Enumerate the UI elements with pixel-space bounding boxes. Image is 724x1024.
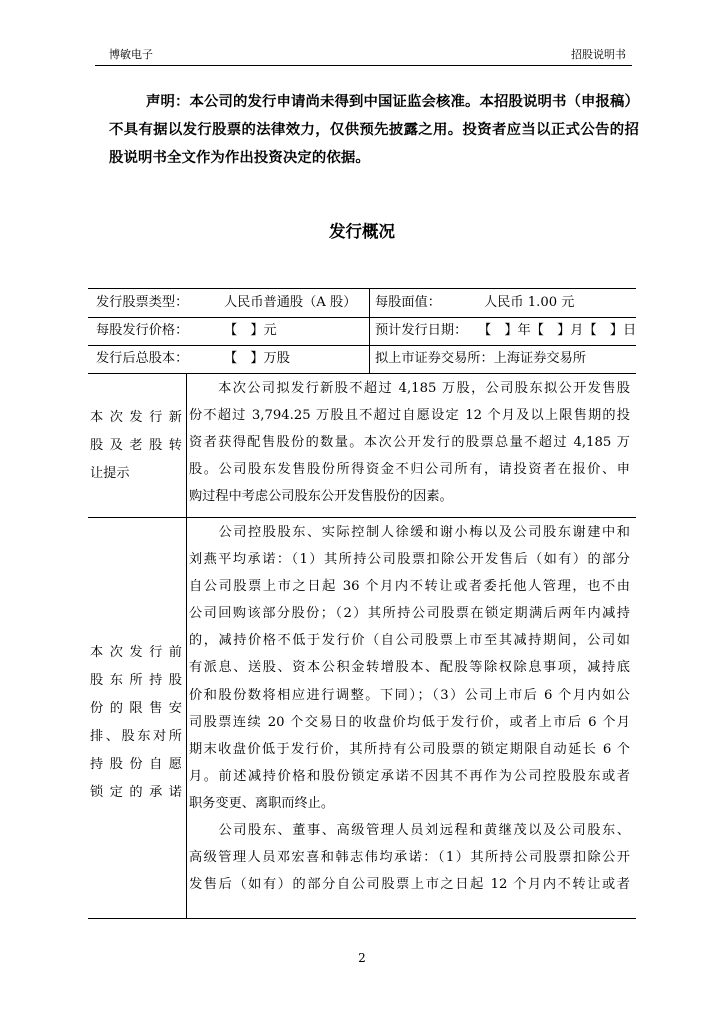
par-value-label: 每股面值： bbox=[375, 295, 441, 310]
page-number: 2 bbox=[358, 951, 366, 965]
section1-label: 本次发行新 股及老股转 让提示 bbox=[90, 410, 182, 481]
par-value-value: 人民币 1.00 元 bbox=[484, 295, 575, 310]
table-rule bbox=[88, 317, 636, 318]
page-title: 发行概况 bbox=[329, 222, 395, 241]
section1-text: 本次公司拟发行新股不超过 4,185 万股，公司股东拟公开发售股 份不超过 3,794.25 万股且不超过自愿设定 12 个月及以上限售期的投 资者获得配售股份的数量。本次公开发行的股票总量不超过 4,185 万 股。公司股东发售股份所得资金不归公司所有，请投资者在报价、申 购过程中考虑公司股东公开发售股份的因素。 bbox=[189, 381, 630, 505]
page-header bbox=[95, 47, 632, 66]
table-divider bbox=[186, 373, 187, 918]
table-rule bbox=[88, 345, 636, 346]
total-shares-value: 【 】万股 bbox=[224, 351, 290, 366]
stock-type-value: 人民币普通股（A 股） bbox=[224, 295, 357, 310]
date-value: 【 】年【 】月【 】日 bbox=[478, 323, 637, 338]
price-value: 【 】元 bbox=[224, 323, 277, 338]
disclaimer: 声明：本公司的发行申请尚未得到中国证监会核准。本招股说明书（申报稿）不具有据以发行股票的法律效力，仅供预先披露之用。投资者应当以正式公告的招股说明书全文作为作出投资决定的依据。 bbox=[109, 94, 639, 166]
header-company: 博敏电子 bbox=[109, 48, 153, 61]
total-shares-label: 发行后总股本： bbox=[96, 351, 189, 366]
date-label: 预计发行日期： bbox=[375, 323, 468, 338]
section2-label: 本次发行前 股东所持股 份的限售安 排、股东对所 持股份自愿 锁定的承诺 bbox=[90, 645, 182, 800]
header-doc-title: 招股说明书 bbox=[571, 48, 626, 61]
offering-table bbox=[88, 288, 636, 919]
table-rule bbox=[88, 517, 636, 518]
price-label: 每股发行价格： bbox=[96, 323, 189, 338]
table-rule bbox=[88, 373, 636, 374]
section2-text: 公司控股股东、实际控制人徐缓和谢小梅以及公司股东谢建中和 刘燕平均承诺：（1）其所持公司股票扣除公开发售后（如有）的部分 自公司股票上市之日起 36 个月内不转让或者委托他人管理，也不由 公司回购该部分股份；（2）其所持公司股票在锁定期满后两年内减持 的，减持价格不低于发行价（自公司股票上市至其减持期间，公司如 有派息、送股、资本公积金转增股本、配股等除权除息事项，减持底 价和股份数将相应进行调整。下同）；（3）公司上市后 6 个月内如公 司股票连续 20 个交易日的收盘价均低于发行价，或者上市后 6 个月 期末收盘价低于发行价，其所持有公司股票的锁定期限自动延长 6 个 月。前述减持价格和股份锁定承诺不因其不再作为公司控股股东或者 职务变更、离职而终止。 公司股东、董事、高级管理人员刘远程和黄继茂以及公司股东、 高级管理人员邓宏喜和韩志伟均承诺：（1）其所持公司股票扣除公开 发售后（如有）的部分自公司股票上市之日起 12 个月内不转让或者 bbox=[189, 525, 630, 893]
stock-type-label: 发行股票类型： bbox=[96, 295, 189, 310]
table-divider bbox=[369, 289, 370, 373]
exchange-value: 拟上市证券交易所：上海证券交易所 bbox=[375, 351, 586, 366]
